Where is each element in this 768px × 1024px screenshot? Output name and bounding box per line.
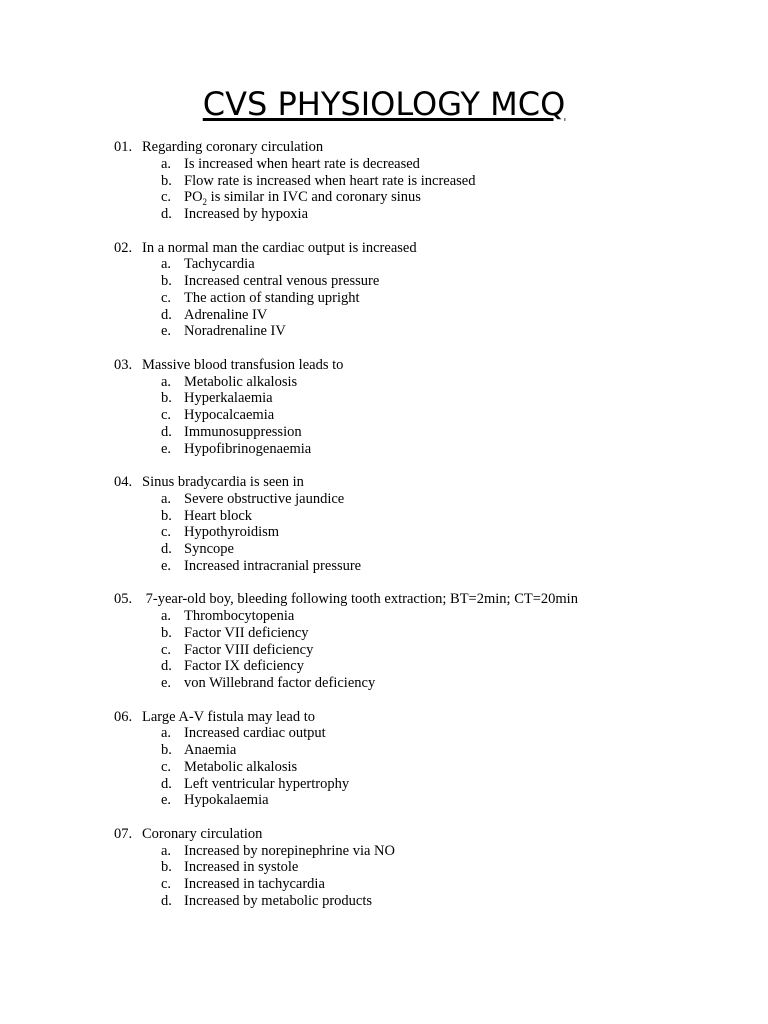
question-text: Large A-V fistula may lead to: [142, 708, 316, 725]
question-text: Massive blood transfusion leads to: [142, 356, 344, 373]
question-list: [0, 139, 768, 926]
option-text: Anaemia: [184, 742, 237, 758]
question-line: [0, 139, 768, 156]
option-text: Left ventricular hypertrophy: [184, 775, 350, 792]
option-item: [0, 859, 768, 876]
option-letter: c.: [161, 524, 172, 541]
option-text: Hypothyroidism: [184, 524, 280, 541]
question-line: [0, 709, 768, 726]
option-item: [0, 558, 768, 575]
option-item: [0, 273, 768, 290]
question-number: 06.: [114, 708, 133, 725]
option-text: Is increased when heart rate is decreased: [184, 155, 420, 172]
question-text: Sinus bradycardia is seen in: [142, 474, 304, 490]
question-item: [0, 591, 768, 692]
option-letter: d.: [161, 306, 172, 323]
option-letter: b.: [161, 273, 172, 289]
option-letter: c.: [161, 289, 172, 306]
question-line: [0, 474, 768, 491]
option-text-subscript: 2: [202, 197, 208, 208]
option-letter: d.: [161, 206, 172, 222]
option-text: Heart block: [184, 507, 253, 524]
option-text: Flow rate is increased when heart rate is increased: [184, 172, 476, 189]
option-letter: a.: [161, 256, 172, 273]
option-text-pre: PO: [184, 189, 203, 206]
option-letter: a.: [161, 725, 172, 742]
option-item: [0, 658, 768, 675]
question-text: Coronary circulation: [142, 825, 263, 842]
question-line: [0, 591, 768, 608]
option-text-post: is similar in IVC and coronary sinus: [207, 189, 421, 206]
option-letter: d.: [161, 892, 172, 909]
option-item: [0, 742, 768, 759]
option-letter: b.: [161, 624, 172, 641]
option-text: Increased by norepinephrine via NO: [184, 842, 395, 859]
option-text: Hypocalcaemia: [184, 407, 275, 423]
question-item: [0, 826, 768, 910]
option-letter: a.: [161, 155, 172, 172]
option-text: Severe obstructive jaundice: [184, 490, 345, 507]
question-text: Regarding coronary circulation: [142, 139, 324, 155]
question-number: 03.: [114, 356, 133, 373]
option-item: [0, 843, 768, 860]
option-letter: c.: [161, 876, 172, 892]
option-item: [0, 206, 768, 223]
option-item: [0, 508, 768, 525]
question-number: 01.: [114, 139, 133, 155]
option-letter: b.: [161, 507, 172, 524]
question-item: [0, 709, 768, 810]
option-text: Metabolic alkalosis: [184, 373, 298, 390]
option-letter: c.: [161, 189, 172, 206]
option-letter: c.: [161, 758, 172, 775]
option-item: [0, 189, 768, 206]
option-item: [0, 424, 768, 441]
option-letter: e.: [161, 323, 172, 340]
option-letter: e.: [161, 792, 172, 809]
option-text: Increased in systole: [184, 859, 299, 876]
option-item: [0, 173, 768, 190]
option-text: Factor VIII deficiency: [184, 641, 314, 658]
option-text: Hyperkalaemia: [184, 390, 273, 407]
option-item: [0, 625, 768, 642]
page-title: CVS PHYSIOLOGY MCQ: [202, 85, 566, 123]
option-item: [0, 290, 768, 307]
option-letter: b.: [161, 742, 172, 758]
option-item: [0, 407, 768, 424]
option-letter: e.: [161, 557, 172, 574]
option-letter: b.: [161, 859, 172, 876]
question-line: [0, 357, 768, 374]
option-letter: d.: [161, 541, 172, 557]
option-item: [0, 675, 768, 692]
option-text: von Willebrand factor deficiency: [184, 675, 376, 691]
option-text: Tachycardia: [184, 256, 255, 273]
option-item: [0, 491, 768, 508]
option-item: [0, 374, 768, 391]
option-item: [0, 390, 768, 407]
question-text: 7-year-old boy, bleeding following tooth extraction; BT=2min; CT=20min: [142, 591, 578, 608]
option-letter: d.: [161, 775, 172, 792]
option-text: [184, 189, 421, 206]
option-text: Increased by hypoxia: [184, 206, 309, 222]
question-line: [0, 240, 768, 257]
option-text: Increased in tachycardia: [184, 876, 325, 892]
question-number: 05.: [114, 591, 133, 608]
question-item: [0, 474, 768, 575]
option-text: Factor IX deficiency: [184, 658, 304, 675]
option-text: Thrombocytopenia: [184, 608, 295, 624]
question-item: [0, 139, 768, 223]
option-letter: e.: [161, 440, 172, 457]
option-text: Increased by metabolic products: [184, 892, 373, 909]
option-item: [0, 876, 768, 893]
option-letter: d.: [161, 423, 172, 440]
option-item: [0, 156, 768, 173]
option-item: [0, 725, 768, 742]
question-line: [0, 826, 768, 843]
option-letter: a.: [161, 490, 172, 507]
option-text: The action of standing upright: [184, 289, 360, 306]
option-item: [0, 307, 768, 324]
option-letter: d.: [161, 658, 172, 675]
option-text: Increased intracranial pressure: [184, 557, 362, 574]
option-text: Adrenaline IV: [184, 306, 268, 323]
option-item: [0, 893, 768, 910]
option-letter: e.: [161, 675, 172, 691]
option-text: Increased central venous pressure: [184, 273, 380, 289]
option-item: [0, 256, 768, 273]
question-number: 07.: [114, 825, 133, 842]
option-text: Metabolic alkalosis: [184, 758, 298, 775]
option-text: Immunosuppression: [184, 423, 302, 440]
option-letter: a.: [161, 842, 172, 859]
option-text: Hypokalaemia: [184, 792, 269, 809]
option-text: Factor VII deficiency: [184, 624, 309, 641]
option-item: [0, 792, 768, 809]
option-item: [0, 608, 768, 625]
option-item: [0, 323, 768, 340]
question-item: [0, 240, 768, 341]
option-item: [0, 524, 768, 541]
option-letter: a.: [161, 373, 172, 390]
option-text: Syncope: [184, 541, 234, 557]
option-letter: b.: [161, 390, 172, 407]
option-letter: a.: [161, 608, 172, 624]
option-letter: c.: [161, 641, 172, 658]
option-text: Noradrenaline IV: [184, 323, 286, 340]
option-text: Hypofibrinogenaemia: [184, 440, 312, 457]
question-item: [0, 357, 768, 458]
option-item: [0, 441, 768, 458]
option-letter: c.: [161, 407, 172, 423]
option-text: Increased cardiac output: [184, 725, 326, 742]
question-text: In a normal man the cardiac output is increased: [142, 239, 417, 256]
question-number: 04.: [114, 474, 133, 490]
option-letter: b.: [161, 172, 172, 189]
option-item: [0, 642, 768, 659]
option-item: [0, 776, 768, 793]
option-item: [0, 759, 768, 776]
option-item: [0, 541, 768, 558]
question-number: 02.: [114, 239, 133, 256]
